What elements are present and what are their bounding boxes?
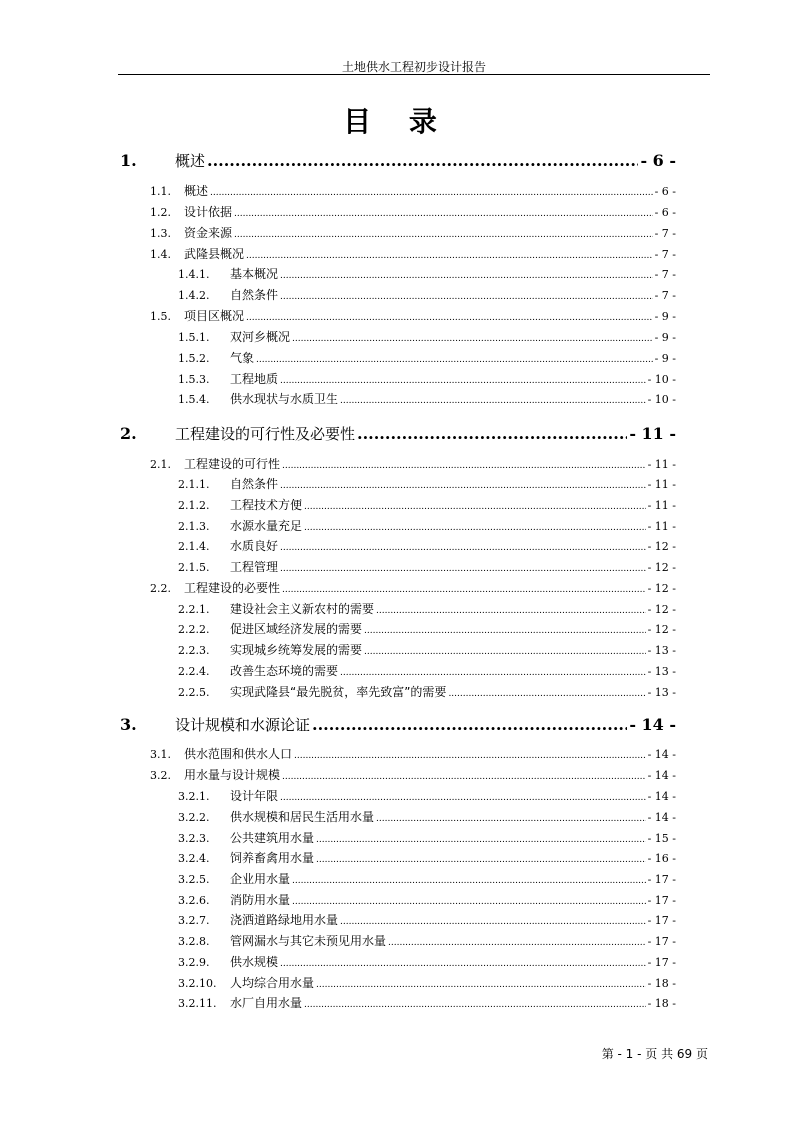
toc-dot-leader xyxy=(280,543,646,553)
toc-dot-leader xyxy=(340,396,646,406)
toc-dot-leader xyxy=(280,793,646,803)
toc-entry[interactable] xyxy=(178,870,676,888)
toc-dot-leader xyxy=(282,772,646,782)
toc-entry-number: 3.2.4. xyxy=(178,852,210,865)
toc-entry[interactable] xyxy=(178,517,676,535)
toc-entry-title: 供水现状与水质卫生 xyxy=(230,392,339,406)
toc-entry[interactable] xyxy=(178,683,676,701)
toc-entry-page: - 16 - xyxy=(647,852,676,865)
toc-entry[interactable] xyxy=(178,849,676,867)
toc-dot-leader xyxy=(364,626,646,636)
toc-entry-page: - 18 - xyxy=(647,997,676,1010)
toc-entry-page: - 7 - xyxy=(654,289,676,302)
toc-entry-title: 项目区概况 xyxy=(184,309,245,323)
toc-dot-leader xyxy=(340,668,646,678)
toc-dot-leader xyxy=(280,376,646,386)
toc-entry-number: 1.2. xyxy=(150,206,171,219)
toc-entry-page: - 14 - xyxy=(647,811,676,824)
toc-dot-leader xyxy=(280,959,646,969)
toc-entry[interactable] xyxy=(150,579,676,597)
toc-dot-leader xyxy=(280,564,646,574)
toc-dot-leader xyxy=(292,334,653,344)
toc-entry-number: 1.5. xyxy=(150,310,171,323)
toc-entry-page: - 15 - xyxy=(647,832,676,845)
toc-dot-leader xyxy=(357,424,627,443)
toc-entry-page: - 7 - xyxy=(654,248,676,261)
toc-entry[interactable] xyxy=(178,537,676,555)
toc-entry-page: - 9 - xyxy=(654,310,676,323)
toc-title: 目 录 xyxy=(343,105,451,138)
toc-entry-title: 供水规模和居民生活用水量 xyxy=(230,810,375,824)
toc-entry[interactable] xyxy=(150,455,676,473)
toc-entry-page: - 17 - xyxy=(647,956,676,969)
toc-dot-leader xyxy=(316,855,646,865)
toc-dot-leader xyxy=(282,585,646,595)
toc-entry-title: 工程建设的必要性 xyxy=(184,581,281,595)
toc-entry[interactable] xyxy=(178,475,676,493)
toc-entry-number: 2.2.3. xyxy=(178,644,210,657)
toc-entry-page: - 13 - xyxy=(647,686,676,699)
toc-entry[interactable] xyxy=(178,620,676,638)
toc-entry-number: 2.1.3. xyxy=(178,520,210,533)
toc-dot-leader xyxy=(312,715,627,734)
toc-entry-number: 1.5.1. xyxy=(178,331,210,344)
toc-entry-page: - 13 - xyxy=(647,665,676,678)
toc-entry-page: - 10 - xyxy=(647,373,676,386)
toc-entry-page: - 11 - xyxy=(647,478,676,491)
toc-entry-number: 1. xyxy=(120,151,137,170)
toc-entry-title: 工程地质 xyxy=(230,372,279,386)
toc-entry-title: 工程建设的可行性 xyxy=(184,457,281,471)
toc-entry[interactable] xyxy=(178,286,676,304)
toc-entry-page: - 12 - xyxy=(647,603,676,616)
toc-dot-leader xyxy=(294,751,646,761)
toc-entry[interactable] xyxy=(120,714,676,736)
toc-dot-leader xyxy=(340,917,646,927)
toc-entry-number: 1.4.2. xyxy=(178,289,210,302)
toc-entry[interactable] xyxy=(178,600,676,618)
toc-entry-page: - 12 - xyxy=(647,540,676,553)
toc-dot-leader xyxy=(292,897,646,907)
toc-entry-title: 供水规模 xyxy=(230,955,279,969)
toc-dot-leader xyxy=(234,209,653,219)
toc-entry-number: 3.2.1. xyxy=(178,790,210,803)
toc-entry-page: - 17 - xyxy=(647,873,676,886)
toc-entry-page: - 17 - xyxy=(647,935,676,948)
toc-entry-page: - 17 - xyxy=(647,894,676,907)
toc-entry[interactable] xyxy=(178,265,676,283)
toc-entry-page: - 9 - xyxy=(654,331,676,344)
toc-dot-leader xyxy=(304,502,646,512)
toc-entry-number: 2. xyxy=(120,424,137,443)
toc-entry-number: 2.2.4. xyxy=(178,665,210,678)
toc-entry-number: 3.2. xyxy=(150,769,171,782)
toc-entry[interactable] xyxy=(150,203,676,221)
toc-entry-number: 3.2.9. xyxy=(178,956,210,969)
toc-dot-leader xyxy=(364,647,646,657)
toc-entry-title: 人均综合用水量 xyxy=(230,976,315,990)
toc-entry-number: 3.2.7. xyxy=(178,914,210,927)
toc-entry-page: - 10 - xyxy=(647,393,676,406)
toc-entry[interactable] xyxy=(178,808,676,826)
toc-entry-page: - 7 - xyxy=(654,227,676,240)
toc-dot-leader xyxy=(376,814,646,824)
toc-entry[interactable] xyxy=(178,787,676,805)
toc-entry[interactable] xyxy=(178,390,676,408)
toc-entry[interactable] xyxy=(178,932,676,950)
toc-entry[interactable] xyxy=(120,423,676,445)
toc-entry-title: 供水范围和供水人口 xyxy=(184,747,293,761)
toc-entry-title: 企业用水量 xyxy=(230,872,291,886)
toc-entry-page: - 6 - xyxy=(654,185,676,198)
toc-dot-leader xyxy=(388,938,646,948)
toc-entry-title: 实现武隆县“最先脱贫，率先致富”的需要 xyxy=(230,685,447,699)
toc-entry-title: 气象 xyxy=(230,351,255,365)
toc-entry[interactable] xyxy=(178,911,676,929)
toc-entry[interactable] xyxy=(178,953,676,971)
toc-entry-page: - 14 - xyxy=(647,790,676,803)
toc-entry-title: 武隆县概况 xyxy=(184,247,245,261)
toc-entry-page: - 11 - xyxy=(629,424,676,443)
toc-entry[interactable] xyxy=(178,558,676,576)
toc-entry-title: 实现城乡统筹发展的需要 xyxy=(230,643,363,657)
toc-entry[interactable] xyxy=(178,829,676,847)
toc-entry[interactable] xyxy=(178,974,676,992)
toc-entry-title: 设计规模和水源论证 xyxy=(175,716,311,734)
toc-entry-number: 2.1.2. xyxy=(178,499,210,512)
toc-entry-title: 自然条件 xyxy=(230,288,279,302)
toc-entry-title: 资金来源 xyxy=(184,226,233,240)
toc-entry-number: 3.2.10. xyxy=(178,977,217,990)
toc-entry-number: 1.5.4. xyxy=(178,393,210,406)
toc-entry-page: - 13 - xyxy=(647,644,676,657)
toc-entry-page: - 12 - xyxy=(647,623,676,636)
toc-entry-number: 1.4.1. xyxy=(178,268,210,281)
toc-entry[interactable] xyxy=(178,349,676,367)
toc-entry-page: - 14 - xyxy=(647,748,676,761)
toc-dot-leader xyxy=(316,835,646,845)
toc-entry[interactable] xyxy=(178,891,676,909)
toc-dot-leader xyxy=(246,313,653,323)
toc-entry-page: - 12 - xyxy=(647,561,676,574)
toc-entry-title: 建设社会主义新农村的需要 xyxy=(230,602,375,616)
toc-entry[interactable] xyxy=(178,994,676,1012)
toc-dot-leader xyxy=(234,230,653,240)
toc-entry-page: - 9 - xyxy=(654,352,676,365)
toc-entry[interactable] xyxy=(150,766,676,784)
toc-dot-leader xyxy=(280,271,653,281)
toc-entry-title: 概述 xyxy=(175,152,206,170)
toc-entry-page: - 14 - xyxy=(647,769,676,782)
toc-entry-number: 2.1.4. xyxy=(178,540,210,553)
toc-entry-title: 基本概况 xyxy=(230,267,279,281)
toc-entry[interactable] xyxy=(178,662,676,680)
toc-dot-leader xyxy=(376,606,646,616)
toc-entry[interactable] xyxy=(120,150,676,172)
toc-dot-leader xyxy=(448,689,645,699)
toc-entry-title: 概述 xyxy=(184,184,209,198)
toc-entry-title: 消防用水量 xyxy=(230,893,291,907)
toc-entry[interactable] xyxy=(150,182,676,200)
toc-entry-page: - 12 - xyxy=(647,582,676,595)
toc-dot-leader xyxy=(280,481,646,491)
toc-entry-title: 浇洒道路绿地用水量 xyxy=(230,913,339,927)
toc-entry-number: 3.2.3. xyxy=(178,832,210,845)
toc-entry-page: - 11 - xyxy=(647,520,676,533)
toc-entry-title: 工程建设的可行性及必要性 xyxy=(175,425,356,443)
toc-entry-page: - 7 - xyxy=(654,268,676,281)
toc-entry[interactable] xyxy=(178,641,676,659)
toc-entry[interactable] xyxy=(150,745,676,763)
toc-entry-number: 3.2.6. xyxy=(178,894,210,907)
toc-entry[interactable] xyxy=(150,245,676,263)
toc-entry-title: 公共建筑用水量 xyxy=(230,831,315,845)
toc-entry-page: - 6 - xyxy=(640,151,676,170)
toc-dot-leader xyxy=(280,292,653,302)
toc-entry-title: 工程技术方便 xyxy=(230,498,303,512)
toc-entry-number: 3.2.2. xyxy=(178,811,210,824)
toc-entry-title: 水源水量充足 xyxy=(230,519,303,533)
toc-entry[interactable] xyxy=(178,370,676,388)
toc-entry-page: - 11 - xyxy=(647,458,676,471)
page-header: 土地供水工程初步设计报告 xyxy=(341,60,486,74)
toc-entry-number: 2.1.5. xyxy=(178,561,210,574)
toc-entry-number: 2.1.1. xyxy=(178,478,210,491)
toc-entry-title: 自然条件 xyxy=(230,477,279,491)
toc-entry-number: 1.1. xyxy=(150,185,171,198)
toc-entry[interactable] xyxy=(178,328,676,346)
toc-dot-leader xyxy=(256,355,653,365)
toc-entry-number: 2.2.5. xyxy=(178,686,210,699)
toc-dot-leader xyxy=(246,251,653,261)
toc-entry-title: 管网漏水与其它未预见用水量 xyxy=(230,934,387,948)
toc-entry-title: 水质良好 xyxy=(230,539,279,553)
toc-entry-title: 用水量与设计规模 xyxy=(184,768,281,782)
toc-entry-number: 1.4. xyxy=(150,248,171,261)
toc-entry[interactable] xyxy=(150,224,676,242)
toc-dot-leader xyxy=(207,151,638,170)
toc-entry-page: - 14 - xyxy=(629,715,676,734)
toc-entry-title: 改善生态环境的需要 xyxy=(230,664,339,678)
toc-entry-number: 1.5.3. xyxy=(178,373,210,386)
toc-entry-number: 2.2.2. xyxy=(178,623,210,636)
toc-entry-title: 双河乡概况 xyxy=(230,330,291,344)
toc-entry[interactable] xyxy=(150,307,676,325)
toc-entry-title: 促进区域经济发展的需要 xyxy=(230,622,363,636)
toc-entry-page: - 17 - xyxy=(647,914,676,927)
toc-entry-number: 3. xyxy=(120,715,137,734)
toc-entry-number: 3.2.8. xyxy=(178,935,210,948)
toc-dot-leader xyxy=(292,876,646,886)
toc-entry-page: - 11 - xyxy=(647,499,676,512)
toc-dot-leader xyxy=(282,461,646,471)
toc-entry-number: 2.1. xyxy=(150,458,171,471)
toc-entry-number: 2.2. xyxy=(150,582,171,595)
toc-dot-leader xyxy=(304,523,646,533)
toc-entry-title: 饲养畜禽用水量 xyxy=(230,851,315,865)
toc-entry-number: 3.2.11. xyxy=(178,997,217,1010)
toc-entry-number: 3.2.5. xyxy=(178,873,210,886)
toc-entry-page: - 6 - xyxy=(654,206,676,219)
toc-entry-number: 3.1. xyxy=(150,748,171,761)
toc-entry-title: 设计依据 xyxy=(184,205,233,219)
toc-entry-number: 1.3. xyxy=(150,227,171,240)
toc-entry-title: 设计年限 xyxy=(230,789,279,803)
toc-entry-title: 工程管理 xyxy=(230,560,279,574)
page-footer: 第 - 1 - 页 共 69 页 xyxy=(601,1047,708,1061)
toc-entry-number: 2.2.1. xyxy=(178,603,210,616)
toc-entry-number: 1.5.2. xyxy=(178,352,210,365)
toc-dot-leader xyxy=(210,188,653,198)
toc-entry[interactable] xyxy=(178,496,676,514)
toc-dot-leader xyxy=(316,980,646,990)
toc-entry-title: 水厂自用水量 xyxy=(230,996,303,1010)
toc-entry-page: - 18 - xyxy=(647,977,676,990)
toc-dot-leader xyxy=(304,1000,646,1010)
